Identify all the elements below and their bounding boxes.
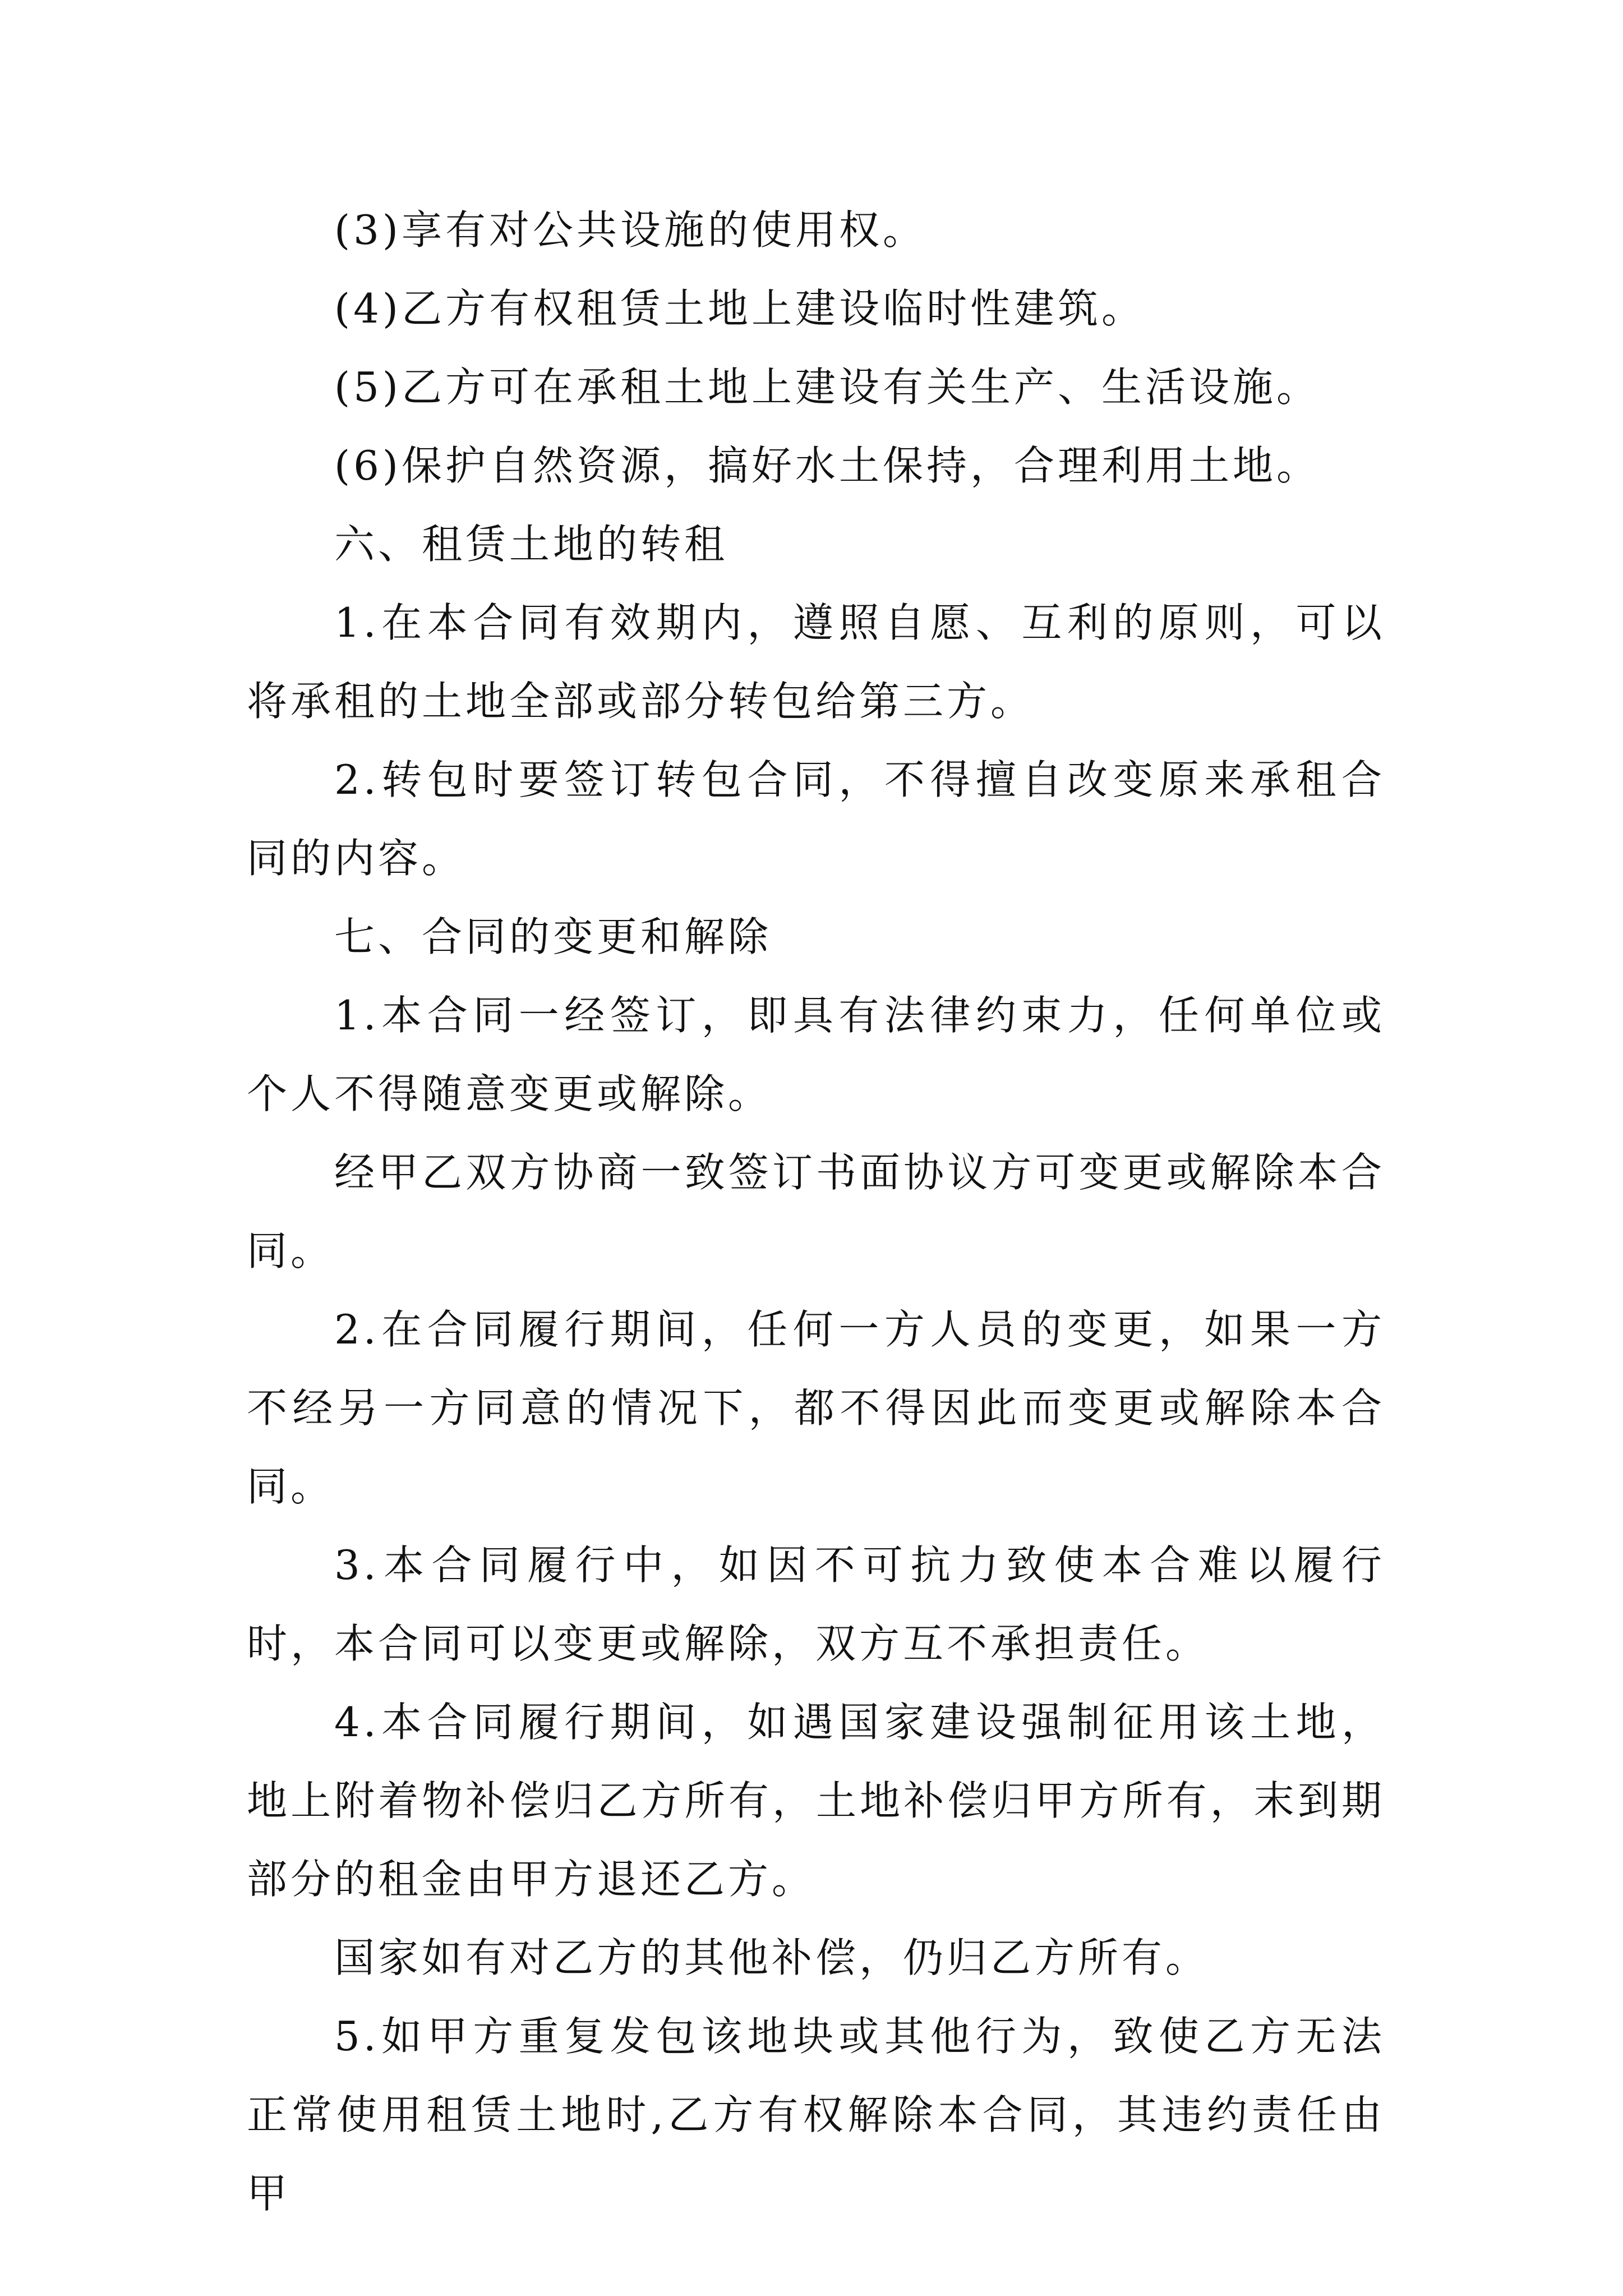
- paragraph-change-5: 5.如甲方重复发包该地块或其他行为，致使乙方无法正常使用租赁土地时,乙方有权解除本合同，其违约责任由甲: [247, 2013, 1385, 2217]
- section-heading-change-termination: 七、合同的变更和解除: [334, 913, 772, 960]
- paragraph-change-mutual-agreement: 经甲乙双方协商一致签订书面协议方可变更或解除本合同。: [247, 1149, 1385, 1274]
- paragraph-change-2: 2.在合同履行期间，任何一方人员的变更，如果一方不经另一方同意的情况下，都不得因此而变更或解除本合同。: [247, 1306, 1385, 1510]
- paragraph-item-3-public-facilities: (3)享有对公共设施的使用权。: [334, 206, 926, 254]
- paragraph-sublease-2: 2.转包时要签订转包合同，不得擅自改变原来承租合同的内容。: [247, 756, 1385, 882]
- paragraph-change-4: 4.本合同履行期间，如遇国家建设强制征用该土地，地上附着物补偿归乙方所有，土地补偿归甲方所有，末到期部分的租金由甲方退还乙方。: [247, 1699, 1385, 1903]
- paragraph-item-5-production-facilities: (5)乙方可在承租土地上建设有关生产、生活设施。: [334, 364, 1320, 411]
- paragraph-change-state-compensation: 国家如有对乙方的其他补偿，仍归乙方所有。: [334, 1934, 1210, 1981]
- paragraph-sublease-1: 1.在本合同有效期内，遵照自愿、互利的原则，可以将承租的土地全部或部分转包给第三方。: [247, 599, 1385, 725]
- section-heading-sublease: 六、租赁土地的转租: [334, 521, 728, 568]
- document-body: [247, 191, 1385, 2233]
- paragraph-item-6-protect-resources: (6)保护自然资源，搞好水土保持，合理利用土地。: [334, 442, 1320, 489]
- paragraph-change-1: 1.本合同一经签订，即具有法律约束力，任何单位或个人不得随意变更或解除。: [247, 992, 1385, 1117]
- paragraph-item-4-temporary-buildings: (4)乙方有权租赁土地上建设临时性建筑。: [334, 285, 1145, 332]
- paragraph-change-3: 3.本合同履行中，如因不可抗力致使本合难以履行时，本合同可以变更或解除，双方互不承担责任。: [247, 1542, 1385, 1667]
